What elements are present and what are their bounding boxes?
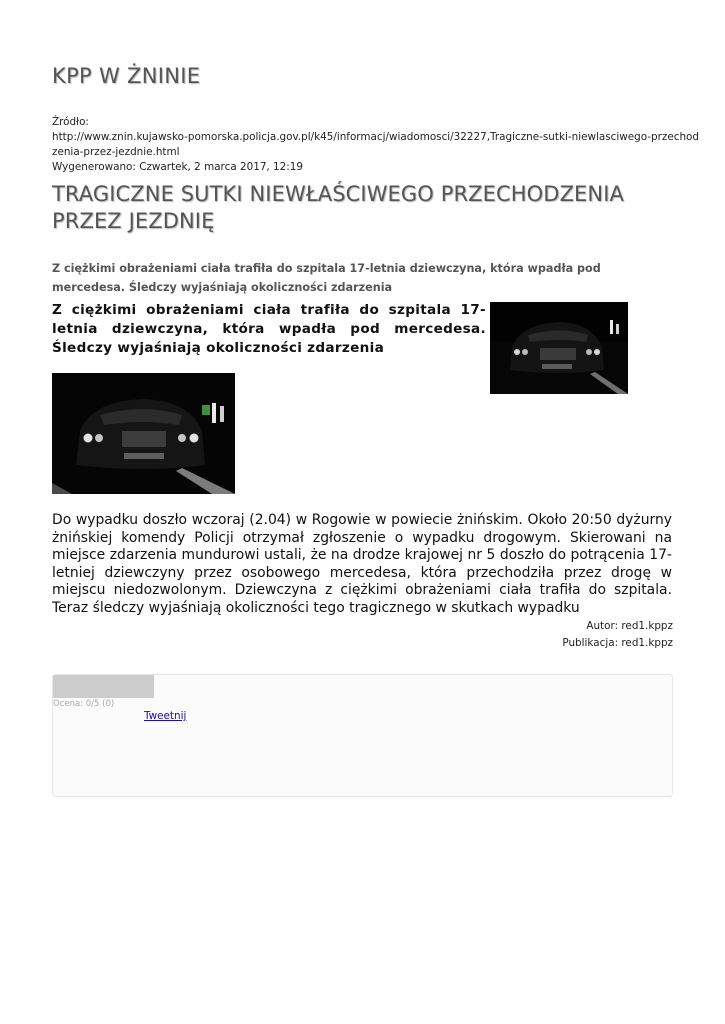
accident-photo-large bbox=[52, 373, 235, 494]
article-lead: Z ciężkimi obrażeniami ciała trafiła do szpitala 17-letnia dziewczyna, która wpadła pod mercedesa. Śledczy wyjaśniają okoliczności zdarzenia bbox=[52, 262, 601, 294]
source-url-line-2: zenia-przez-jezdnie.html bbox=[52, 146, 180, 158]
rating-box bbox=[52, 674, 673, 797]
tweet-link[interactable]: Tweetnij bbox=[144, 710, 187, 722]
article-publication: Publikacja: red1.kppz bbox=[562, 637, 673, 649]
site-title: KPP W ŻNINIE bbox=[52, 64, 201, 88]
source-url-line-1: http://www.znin.kujawsko-pomorska.policja.gov.pl/k45/informacj/wiadomosci/32227,Tragiczne-sutki-niewlasciwego-przechod bbox=[52, 131, 699, 143]
article-title: TRAGICZNE SUTKI NIEWŁAŚCIWEGO PRZECHODZENIA PRZEZ JEZDNIĘ bbox=[52, 182, 624, 233]
generated-date: Wygenerowano: Czwartek, 2 marca 2017, 12:19 bbox=[52, 161, 303, 173]
article-body: Do wypadku doszło wczoraj (2.04) w Rogowie w powiecie żnińskim. Około 20:50 dyżurny żnińskiej komendy Policji otrzymał zgłoszenie o wypadku drogowym. Skierowani na miejsce zdarzenia mundurowi ustali, że na drodze krajowej nr 5 doszło do potrącenia 17-letniej dziewczyny przez osobowego mercedesa, która przechodziła przez drogę w miejscu niedozwolonym. Dziewczyna z ciężkimi obrażeniami ciała trafiła do szpitala. Teraz śledczy wyjaśniają okoliczności tego tragicznego w skutkach wypadku bbox=[52, 512, 672, 616]
accident-photo-small bbox=[490, 302, 628, 394]
article-author: Autor: red1.kppz bbox=[586, 620, 673, 632]
rating-label: Ocena: 0/5 (0) bbox=[53, 699, 115, 709]
source-info bbox=[52, 115, 699, 175]
source-label: Źródło: bbox=[52, 116, 89, 128]
article-lead-bold: Z ciężkimi obrażeniami ciała trafiła do szpitala 17-letnia dziewczyna, która wpadła pod mercedesa. Śledczy wyjaśniają okoliczności zdarzenia bbox=[52, 302, 486, 356]
rating-stars-bar[interactable] bbox=[53, 675, 154, 698]
